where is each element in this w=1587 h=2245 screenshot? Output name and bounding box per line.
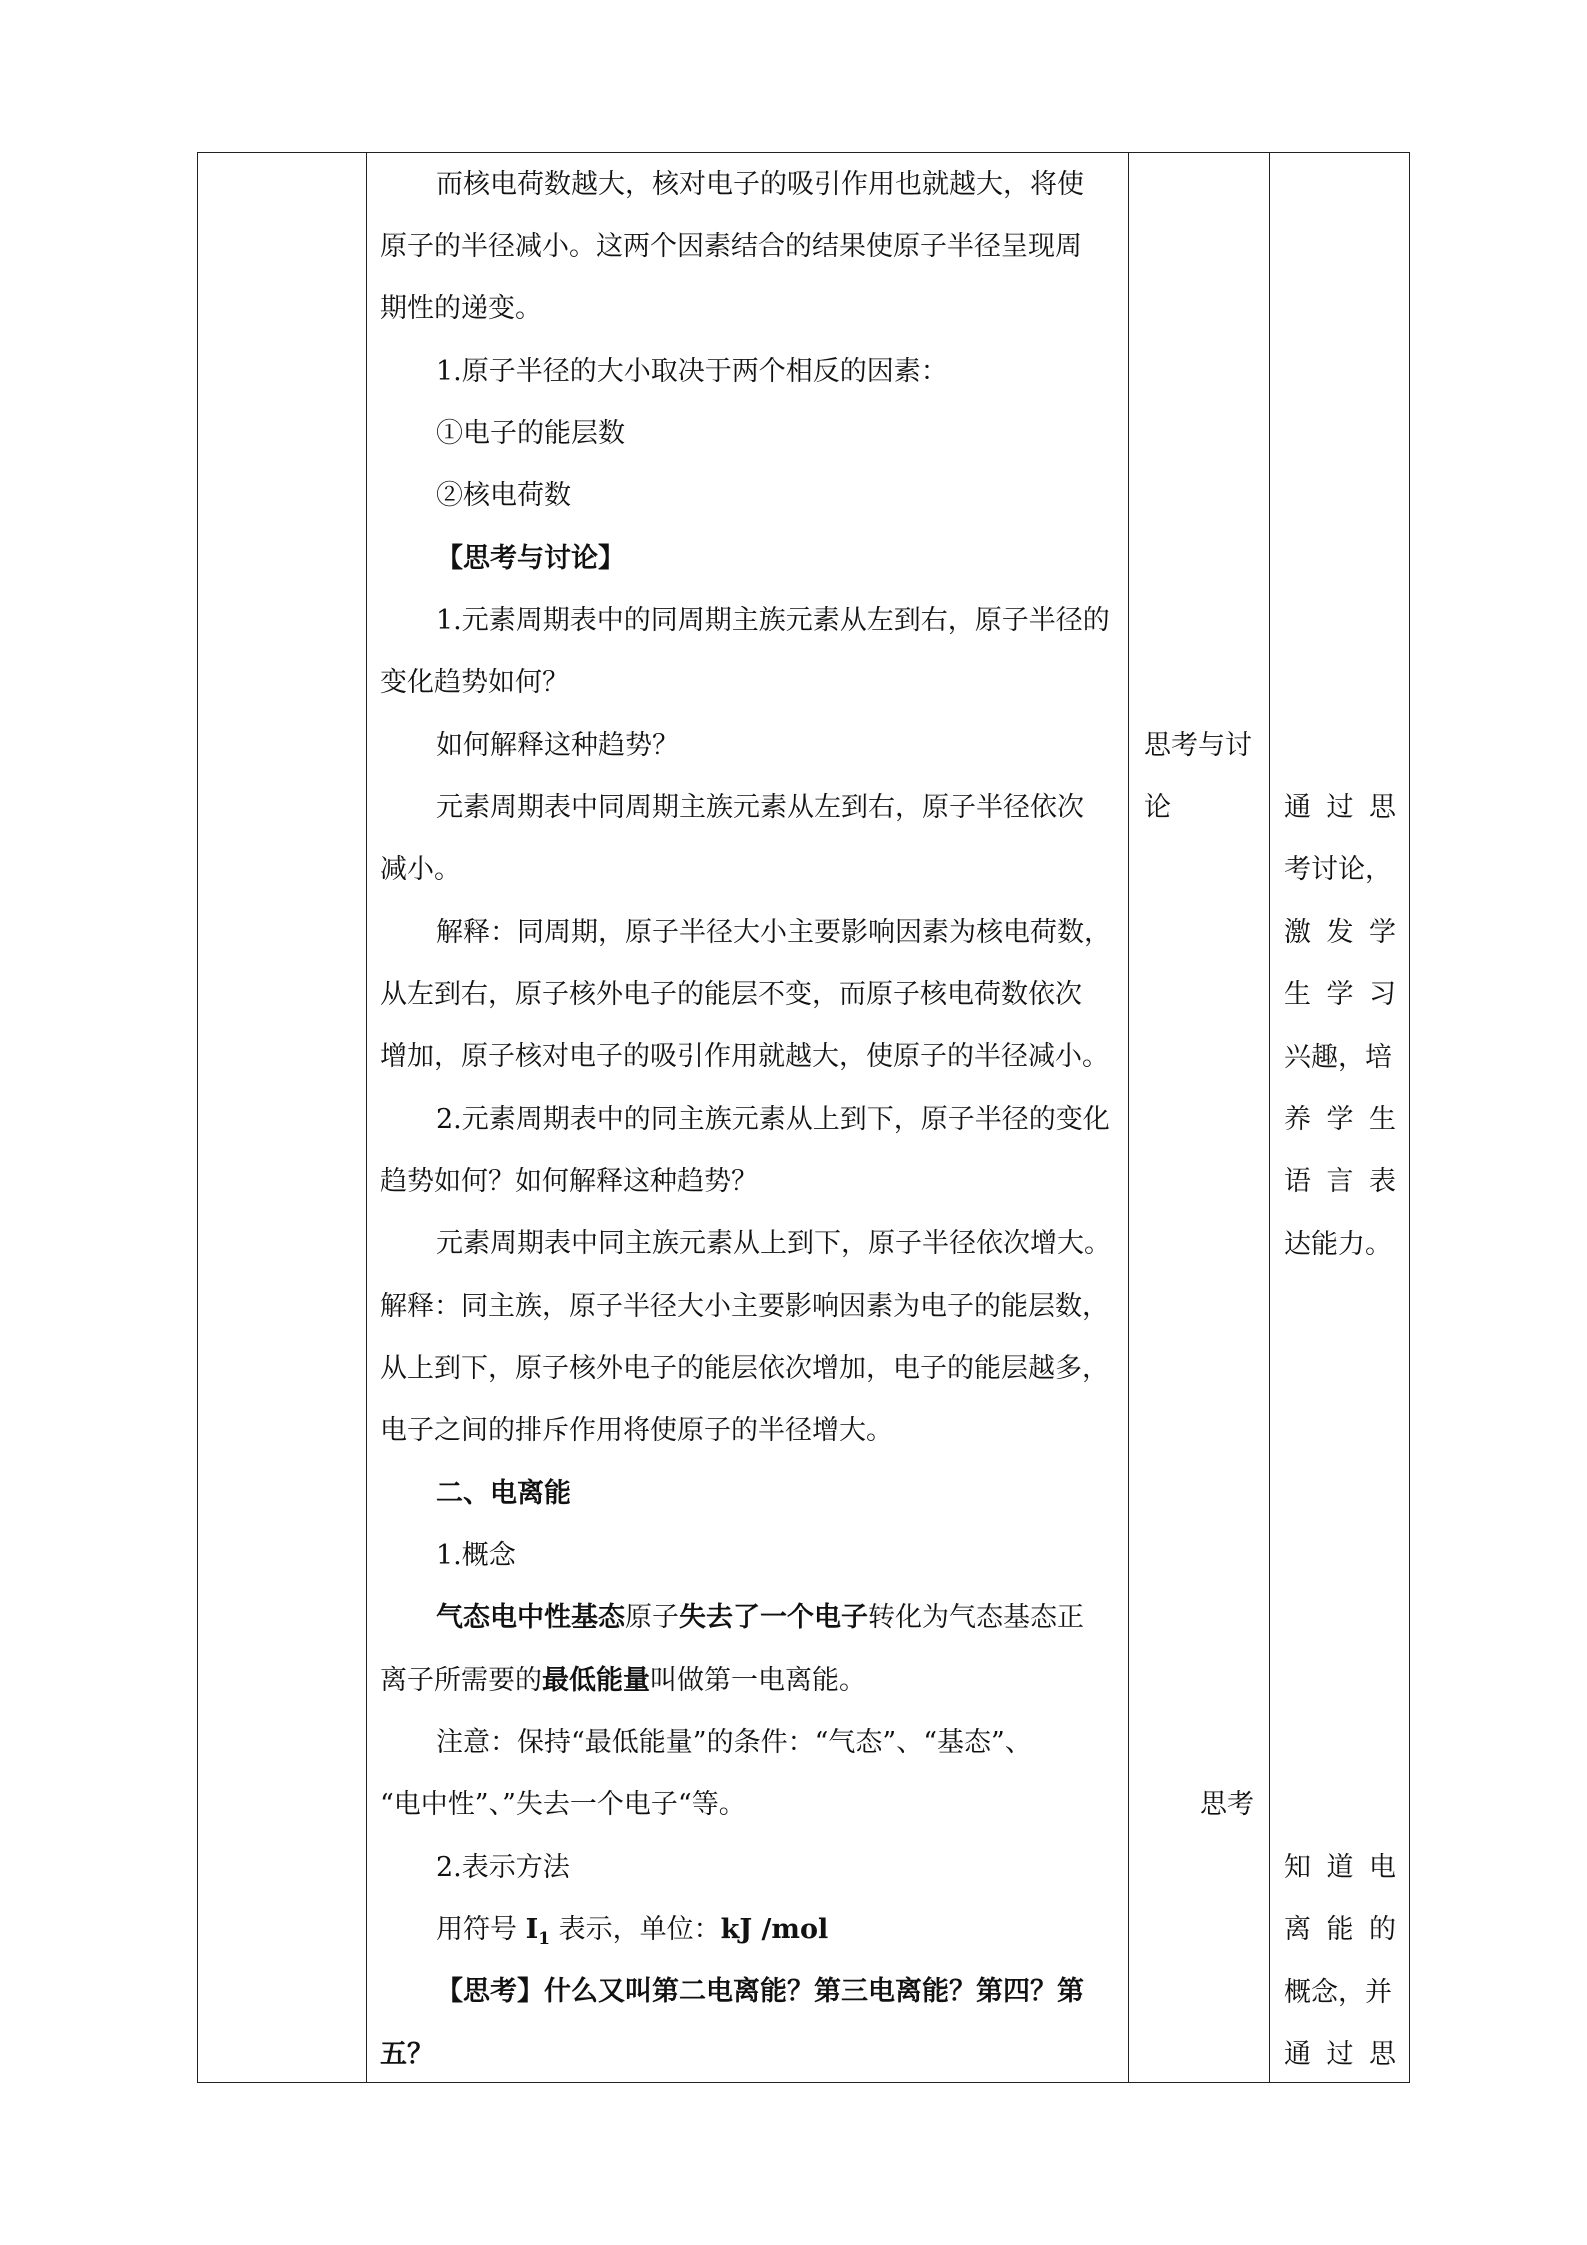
- text-line: 如何解释这种趋势？: [436, 730, 679, 761]
- intent-line: [1284, 792, 1396, 824]
- activity-label: 论: [1144, 792, 1171, 823]
- intent-line: [1284, 1852, 1396, 1884]
- text-line: 趋势如何？如何解释这种趋势？: [380, 1166, 758, 1197]
- intent-char: 语: [1284, 1166, 1311, 1198]
- text-line: 电子之间的排斥作用将使原子的半径增大。: [380, 1415, 893, 1446]
- text-line: 减小。: [380, 854, 461, 885]
- text-line: 从上到下，原子核外电子的能层依次增加，电子的能层越多，: [380, 1353, 1109, 1384]
- intent-line: [1284, 1914, 1396, 1946]
- intent-line: [1284, 917, 1396, 949]
- think-question: 五？: [380, 2039, 434, 2070]
- intent-char: 生: [1284, 979, 1311, 1011]
- intent-char: 兴趣，培: [1284, 1041, 1392, 1073]
- symbol-I: $I_1$: [525, 1914, 551, 1949]
- text-line: 1.概念: [436, 1540, 516, 1571]
- intent-char: 表: [1369, 1166, 1396, 1198]
- bold-term: 失去了一个电子: [679, 1602, 868, 1633]
- intent-char: 学: [1326, 1104, 1354, 1135]
- intent-char: 概念，并: [1284, 1976, 1392, 2008]
- text-line: 1.元素周期表中的同周期主族元素从左到右，原子半径的: [436, 605, 1110, 636]
- intent-line: [1284, 979, 1396, 1011]
- activity-label: 思考: [1200, 1789, 1254, 1820]
- intent-char: 习: [1369, 979, 1396, 1011]
- think-question: 【思考】什么又叫第二电离能？第三电离能？第四？第: [436, 1976, 1084, 2007]
- concept-line-2: 离子所需要的最低能量叫做第一电离能。: [380, 1665, 866, 1696]
- text-line: 期性的递变。: [380, 293, 542, 324]
- intent-line: [1284, 1166, 1396, 1198]
- column-divider: [366, 153, 367, 2082]
- text-line: 元素周期表中同主族元素从上到下，原子半径依次增大。: [436, 1228, 1111, 1259]
- intent-char: 言: [1326, 1166, 1354, 1198]
- text-line: 2.表示方法: [436, 1852, 570, 1883]
- intent-char: 激: [1284, 916, 1311, 948]
- bold-term: 最低能量: [542, 1665, 650, 1696]
- lesson-table: [197, 152, 1410, 2083]
- student-activity-column: [1130, 153, 1270, 2082]
- intent-char: 学: [1326, 979, 1354, 1011]
- intent-char: 知: [1284, 1852, 1311, 1883]
- section-heading: 【思考与讨论】: [436, 543, 625, 574]
- intent-char: 思: [1369, 2039, 1396, 2071]
- intent-line: [1284, 1104, 1396, 1136]
- intent-char: 的: [1369, 1914, 1396, 1946]
- note-line: 注意：保持“最低能量”的条件：“气态”、“基态”、: [436, 1727, 1032, 1758]
- text-line: ②核电荷数: [436, 480, 571, 511]
- intent-line: [1284, 1042, 1396, 1074]
- teaching-content-column: [368, 153, 1128, 2082]
- intent-char: 过: [1326, 2039, 1354, 2071]
- text-line: 2.元素周期表中的同主族元素从上到下，原子半径的变化: [436, 1104, 1110, 1135]
- unit: kJ /mol: [720, 1914, 829, 1945]
- note-line: “电中性”、”失去一个电子“等。: [380, 1789, 746, 1820]
- intent-line: [1284, 1229, 1396, 1261]
- intent-line: [1284, 854, 1396, 886]
- intent-char: 过: [1326, 792, 1354, 823]
- intent-char: 生: [1369, 1104, 1396, 1135]
- intent-line: [1284, 1977, 1396, 2009]
- text-line: 解释：同主族，原子半径大小主要影响因素为电子的能层数，: [380, 1291, 1109, 1322]
- concept-line-1: 气态电中性基态原子失去了一个电子转化为气态基态正: [436, 1602, 1084, 1633]
- text-line: 原子的半径减小。这两个因素结合的结果使原子半径呈现周: [380, 231, 1082, 262]
- text-line: 变化趋势如何？: [380, 667, 569, 698]
- intent-char: 达能力。: [1284, 1228, 1392, 1260]
- design-intent-column: [1270, 153, 1411, 2082]
- text-line: ①电子的能层数: [436, 418, 625, 449]
- intent-char: 能: [1326, 1914, 1354, 1946]
- intent-char: 通: [1284, 792, 1311, 823]
- intent-char: 离: [1284, 1914, 1311, 1946]
- text-line: 而核电荷数越大，核对电子的吸引作用也就越大，将使: [436, 169, 1084, 200]
- intent-char: 养: [1284, 1104, 1311, 1135]
- intent-char: 通: [1284, 2039, 1311, 2071]
- intent-char: 考讨论，: [1284, 854, 1392, 886]
- section-heading: 二、电离能: [436, 1478, 571, 1509]
- intent-char: 电: [1369, 1852, 1396, 1883]
- text-line: 解释：同周期，原子半径大小主要影响因素为核电荷数，: [436, 917, 1111, 948]
- intent-char: 发: [1326, 916, 1354, 948]
- intent-char: 学: [1369, 916, 1396, 948]
- text-line: 从左到右，原子核外电子的能层不变，而原子核电荷数依次: [380, 979, 1082, 1010]
- symbol-line: 用符号 $I_1$ 表示，单位：kJ /mol: [436, 1914, 829, 1949]
- intent-char: 道: [1326, 1852, 1354, 1883]
- intent-line: [1284, 2039, 1396, 2071]
- text-line: 增加，原子核对电子的吸引作用就越大，使原子的半径减小。: [380, 1041, 1109, 1072]
- text-line: 1.原子半径的大小取决于两个相反的因素：: [436, 356, 948, 387]
- column-divider: [1128, 153, 1129, 2082]
- text-line: 元素周期表中同周期主族元素从左到右，原子半径依次: [436, 792, 1084, 823]
- activity-label: 思考与讨: [1144, 730, 1252, 761]
- bold-term: 气态电中性基态: [436, 1602, 625, 1633]
- intent-char: 思: [1369, 792, 1396, 823]
